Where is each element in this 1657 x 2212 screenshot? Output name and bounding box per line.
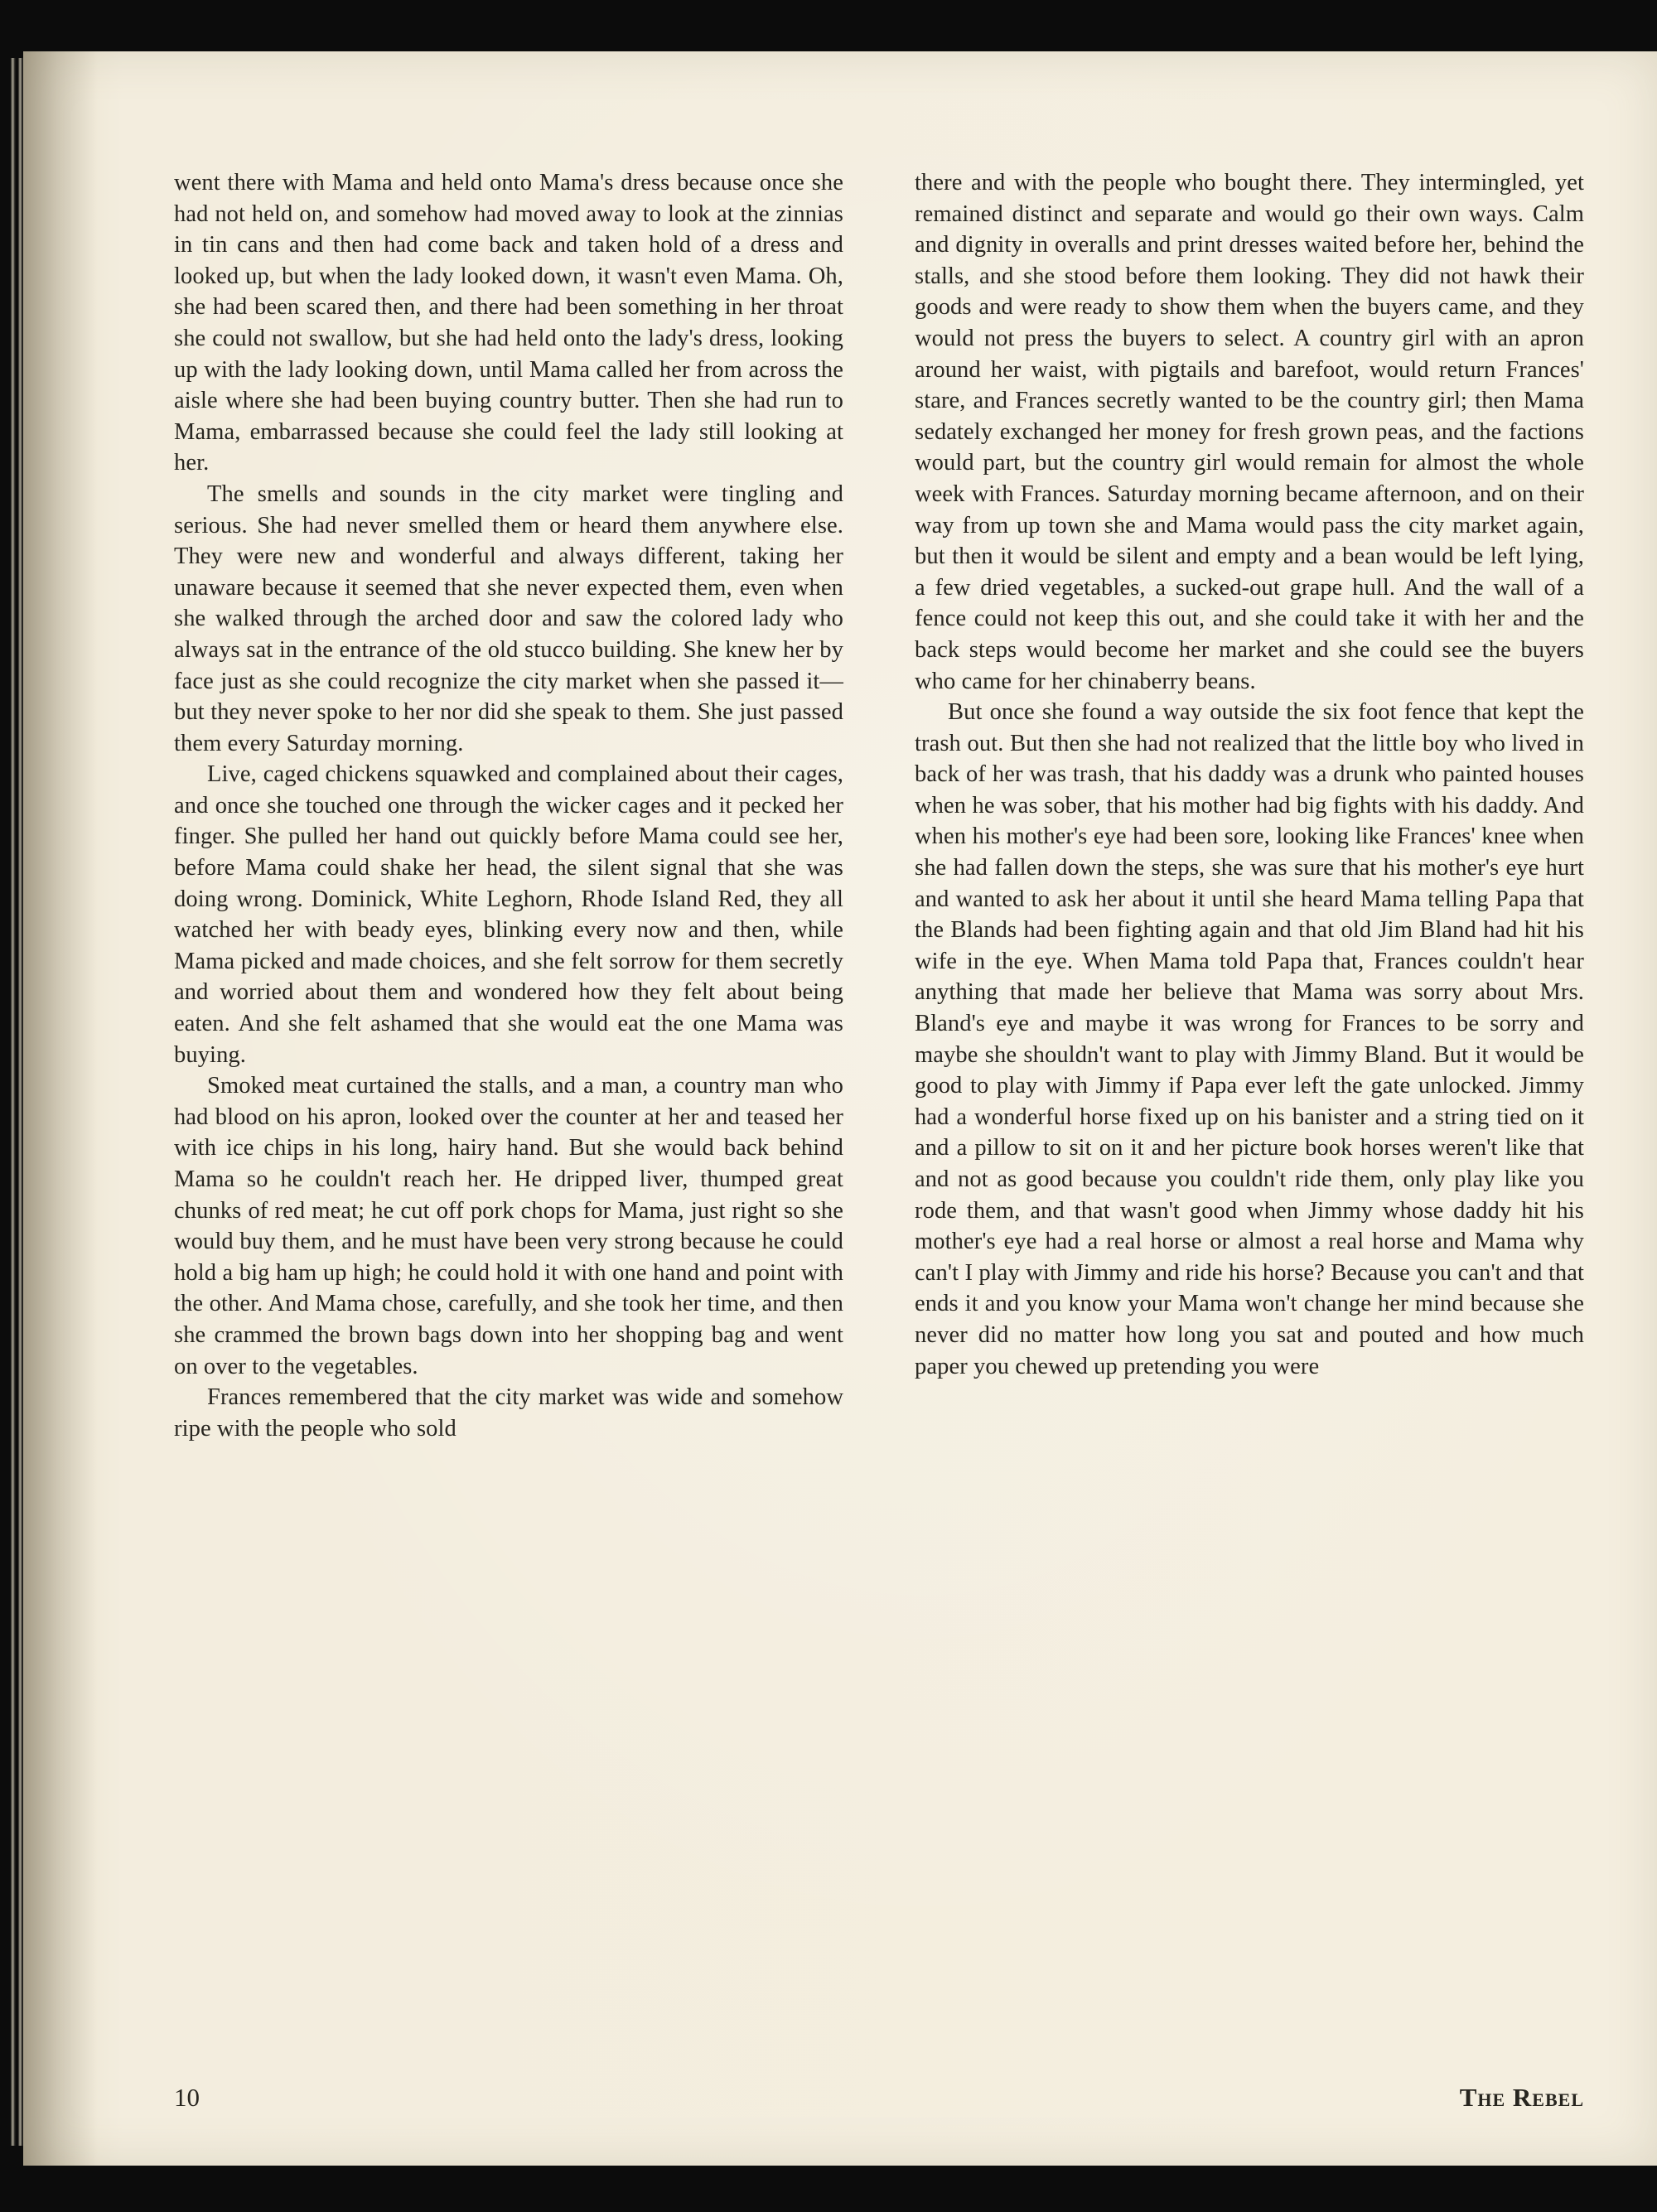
- paragraph: Frances remembered that the city market was wide and somehow ripe with the people who sold: [174, 1384, 843, 1442]
- paragraph: The smells and sounds in the city market were tingling and serious. She had never smelled them or heard them anywhere else. They were new and wonderful and always different, taking her unaware because it seemed that she never expected them, even when she walked through the arched door and saw the colored lady who always sat in the entrance of the old stucco building. She knew her by face just as she could recognize the city market when she passed it—but they never spoke to her nor did she speak to them. She just passed them every Saturday morning.: [174, 481, 843, 756]
- paragraph: there and with the people who bought there. They intermingled, yet remained distinct and separate and would go their own ways. Calm and dignity in overalls and print dresses waited before her, behind the stalls, and she stood before them looking. They did not hawk their goods and were ready to show them when the buyers came, and they would not press the buyers to select. A country girl with an apron around her waist, with pigtails and barefoot, would return Frances' stare, and Frances secretly wanted to be the country girl; then Mama sedately exchanged her money for fresh grown peas, and the factions would part, but the country girl would remain for almost the whole week with Frances. Saturday morning became afternoon, and on their way from up town she and Mama would pass the city market again, but then it would be silent and empty and a bean would be left lying, a few dried vegetables, a sucked-out grape hull. And the wall of a fence could not keep this out, and she could take it with her and the back steps would become her market and she could see the buyers who came for her chinaberry beans.: [915, 170, 1584, 694]
- paragraph: But once she found a way outside the six foot fence that kept the trash out. But then she had not realized that the little boy who lived in back of her was trash, that his daddy was a drunk who painted houses when he was sober, that his mother had big fights with his daddy. And when his mother's eye had been sore, looking like Frances' knee when she had fallen down the steps, she was sure that his mother's eye hurt and wanted to ask her about it until she heard Mama telling Papa that the Blands had been fighting again and that old Jim Bland had hit his wife in the eye. When Mama told Papa that, Frances couldn't hear anything that made her believe that Mama was sorry about Mrs. Bland's eye and maybe it was wrong for Frances to be sorry and maybe she shouldn't want to play with Jimmy Bland. But it would be good to play with Jimmy if Papa ever left the gate unlocked. Jimmy had a wonderful horse fixed up on his banister and a string tied on it and a pillow to sit on it and her picture book horses weren't like that and not as good because you couldn't ride them, only play like you rode them, and that wasn't good when Jimmy whose daddy hit his mother's eye had a real horse or almost a real horse and Mama why can't I play with Jimmy and ride his horse? Because you can't and that ends it and you know your Mama won't change her mind because she never did no matter how long you sat and pouted and how much paper you chewed up pretending you were: [915, 699, 1584, 1379]
- binding-shadow: [23, 51, 98, 2166]
- magazine-page: [23, 51, 1657, 2166]
- page-footer: [174, 2083, 1584, 2113]
- paragraph: Smoked meat curtained the stalls, and a man, a country man who had blood on his apron, looked over the counter at her and teased her with ice chips in his long, hairy hand. But she would back behind Mama so he couldn't reach her. He dripped liver, thumped great chunks of red meat; he cut off pork chops for Mama, just right so she would buy them, and he must have been very strong because he could hold a big ham up high; he could hold it with one hand and point with the other. And Mama chose, carefully, and she took her time, and then she crammed the brown bags down into her shopping bag and went on over to the vegetables.: [174, 1073, 843, 1379]
- journal-title: The Rebel: [1459, 2083, 1584, 2112]
- paragraph: Live, caged chickens squawked and complained about their cages, and once she touched one through the wicker cages and it pecked her finger. She pulled her hand out quickly before Mama could see her, before Mama could shake her head, the silent signal that she was doing wrong. Dominick, White Leghorn, Rhode Island Red, they all watched her with beady eyes, blinking every now and then, while Mama picked and made choices, and she felt sorrow for them secretly and worried about them and wondered how they felt about being eaten. And she felt ashamed that she would eat the one Mama was buying.: [174, 761, 843, 1068]
- page-body: [174, 167, 1584, 1444]
- paragraph: went there with Mama and held onto Mama's dress because once she had not held on, and somehow had moved away to look at the zinnias in tin cans and then had come back and taken hold of a dress and looked up, but when the lady looked down, it wasn't even Mama. Oh, she had been scared then, and there had been something in her throat she could not swallow, but she had held onto the lady's dress, looking up with the lady looking down, until Mama called her from across the aisle where she had been buying country butter. Then she had run to Mama, embarrassed because she could feel the lady still looking at her.: [174, 170, 843, 476]
- right-column: [915, 167, 1584, 1444]
- book-page-edges: [8, 58, 23, 2146]
- left-column: [174, 167, 843, 1444]
- page-number: 10: [174, 2083, 200, 2112]
